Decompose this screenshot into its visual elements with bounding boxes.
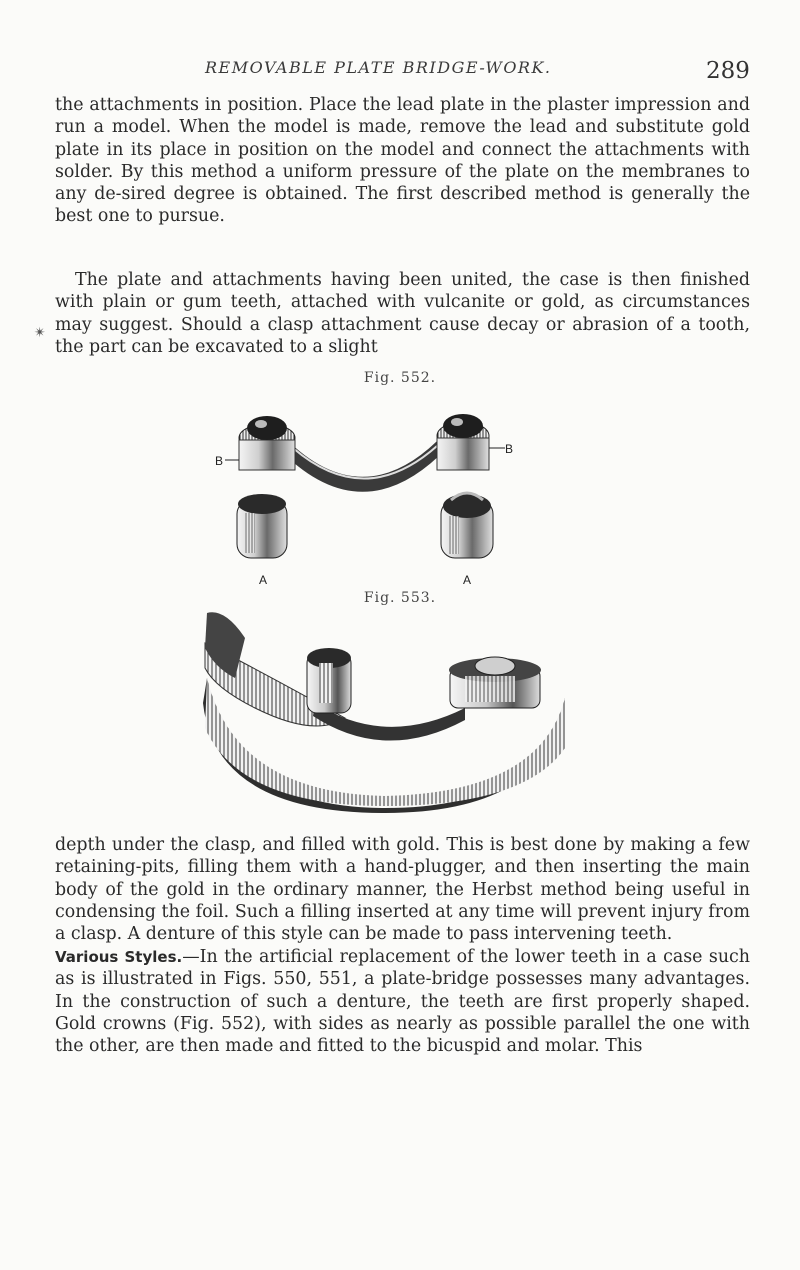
figure-552-caption: Fig. 552. (363, 370, 437, 386)
label-b-left: B (215, 454, 224, 468)
label-a-right: A (463, 573, 472, 587)
paragraph-1: the attachments in position. Place the lead plate in the plaster impression and run a model. When the model is made, remove the lead and substitute gold plate in its place in position on the model and connect the attachments with solder. By this method a uniform pressure of the plate on the membranes to any de-sired degree is obtained. The first described method is generally the best one to pursue. (55, 95, 750, 227)
section-heading-various-styles: Various Styles. (55, 948, 183, 966)
paragraph-2: The plate and attachments having been united, the case is then finished with plain or gum teeth, attached with vulcanite or gold, as circumstances may suggest. Should a clasp attachment cause decay or abrasion of a tooth, the part can be excavated to a slight (55, 270, 750, 357)
figure-552-gold-crowns-illustration (215, 388, 515, 588)
page-header (0, 58, 800, 88)
figure-553-caption: Fig. 553. (363, 590, 437, 606)
margin-tick-mark: ✴ (34, 325, 46, 341)
right-crown-upper (437, 414, 489, 470)
left-crown-upper (239, 416, 295, 470)
page-number: 289 (706, 58, 750, 84)
label-a-left: A (259, 573, 268, 587)
right-crown-lower (441, 493, 493, 558)
left-crown-lower (237, 494, 287, 558)
figure-553-model-illustration (195, 608, 575, 813)
left-crown-553 (307, 648, 351, 713)
label-b-right: B (505, 442, 514, 456)
paragraph-3: depth under the clasp, and filled with gold. This is best done by making a few retaining-pits, filling them with a hand-plugger, and then inserting the main body of the gold in the ordinary manner, the Herbst method being useful in condensing the foil. Such a filling inserted at any time will prevent injury from a clasp. A denture of this style can be made to pass intervening teeth. (55, 835, 750, 945)
right-crown-553 (449, 657, 541, 708)
running-title: REMOVABLE PLATE BRIDGE-WORK. (205, 58, 552, 77)
paragraph-4-text: —In the artificial replacement of the lower teeth in a case such as is illustrated in Figs. 550, 551, a plate-bridge possesses many advantages. In the construction of such a denture, the teeth are first properly shaped. Gold crowns (Fig. 552), with sides as nearly as possible parallel the one with the other, are then made and fitted to the bicuspid and molar. This (55, 947, 750, 1057)
paragraph-4 (55, 946, 750, 1057)
connecting-bar (283, 433, 447, 492)
